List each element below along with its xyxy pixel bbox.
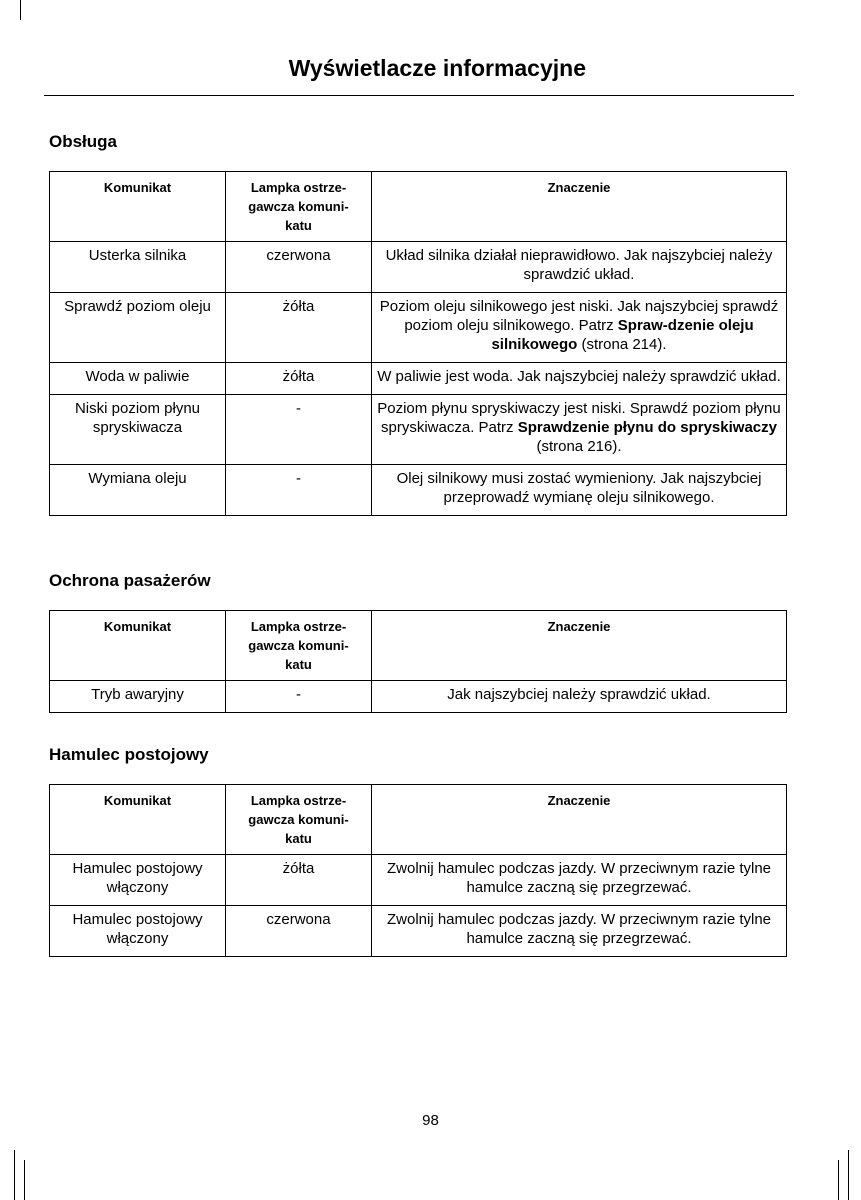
column-header-lampka: Lampka ostrze- gawcza komuni- katu xyxy=(226,785,372,855)
table-obsluga xyxy=(49,171,787,516)
column-header-komunikat: Komunikat xyxy=(50,172,226,242)
lamp-cell: żółta xyxy=(226,363,372,395)
lamp-cell: żółta xyxy=(226,293,372,363)
column-header-lampka: Lampka ostrze- gawcza komuni- katu xyxy=(226,611,372,681)
section-heading-hamulec-postojowy: Hamulec postojowy xyxy=(49,745,209,764)
table-row xyxy=(50,395,787,465)
table-header-row xyxy=(50,172,787,242)
table-row xyxy=(50,906,787,957)
meaning-cell: Poziom oleju silnikowego jest niski. Jak najszybciej sprawdź poziom oleju silnikowego. Patrz Spraw-dzenie oleju silnikowego (strona 214). xyxy=(372,293,787,363)
page-number: 98 xyxy=(422,1112,439,1129)
message-cell: Wymiana oleju xyxy=(50,465,226,516)
table-hamulec-postojowy xyxy=(49,784,787,957)
meaning-cell: W paliwie jest woda. Jak najszybciej należy sprawdzić układ. xyxy=(372,363,787,395)
message-cell: Niski poziom płynu spryskiwacza xyxy=(50,395,226,465)
table-row xyxy=(50,465,787,516)
table-row xyxy=(50,855,787,906)
column-header-komunikat: Komunikat xyxy=(50,611,226,681)
table-header-row xyxy=(50,611,787,681)
table-row xyxy=(50,293,787,363)
message-cell: Woda w paliwie xyxy=(50,363,226,395)
lamp-cell: żółta xyxy=(226,855,372,906)
crop-mark-bottom-right-2 xyxy=(848,1150,849,1200)
meaning-cell: Jak najszybciej należy sprawdzić układ. xyxy=(372,681,787,713)
column-header-znaczenie: Znaczenie xyxy=(372,785,787,855)
crop-mark-bottom-right xyxy=(838,1160,839,1200)
title-divider xyxy=(44,95,794,96)
crop-mark-bottom-left xyxy=(14,1150,15,1200)
table-row xyxy=(50,681,787,713)
crop-mark-bottom-left-2 xyxy=(24,1160,25,1200)
cross-reference: Spraw-dzenie oleju silnikowego xyxy=(491,317,754,353)
meaning-cell: Poziom płynu spryskiwaczy jest niski. Sprawdź poziom płynu spryskiwacza. Patrz Sprawdzenie płynu do spryskiwaczy (strona 216). xyxy=(372,395,787,465)
lamp-cell: - xyxy=(226,681,372,713)
column-header-znaczenie: Znaczenie xyxy=(372,611,787,681)
message-cell: Sprawdź poziom oleju xyxy=(50,293,226,363)
table-header-row xyxy=(50,785,787,855)
meaning-cell: Układ silnika działał nieprawidłowo. Jak najszybciej należy sprawdzić układ. xyxy=(372,242,787,293)
meaning-cell: Zwolnij hamulec podczas jazdy. W przeciwnym razie tylne hamulce zaczną się przegrzewać. xyxy=(372,855,787,906)
message-cell: Hamulec postojowy włączony xyxy=(50,906,226,957)
section-heading-ochrona-pasazerow: Ochrona pasażerów xyxy=(49,571,211,590)
page-title: Wyświetlacze informacyjne xyxy=(288,55,586,81)
lamp-cell: - xyxy=(226,465,372,516)
lamp-cell: czerwona xyxy=(226,242,372,293)
message-cell: Tryb awaryjny xyxy=(50,681,226,713)
lamp-cell: czerwona xyxy=(226,906,372,957)
meaning-cell: Zwolnij hamulec podczas jazdy. W przeciwnym razie tylne hamulce zaczną się przegrzewać. xyxy=(372,906,787,957)
crop-mark-top-left xyxy=(20,0,21,20)
message-cell: Usterka silnika xyxy=(50,242,226,293)
column-header-komunikat: Komunikat xyxy=(50,785,226,855)
message-cell: Hamulec postojowy włączony xyxy=(50,855,226,906)
lamp-cell: - xyxy=(226,395,372,465)
column-header-znaczenie: Znaczenie xyxy=(372,172,787,242)
table-ochrona-pasazerow xyxy=(49,610,787,713)
cross-reference: Sprawdzenie płynu do spryskiwaczy xyxy=(517,419,777,436)
table-row xyxy=(50,242,787,293)
table-row xyxy=(50,363,787,395)
column-header-lampka: Lampka ostrze- gawcza komuni- katu xyxy=(226,172,372,242)
section-heading-obsluga: Obsługa xyxy=(49,132,118,151)
meaning-cell: Olej silnikowy musi zostać wymieniony. Jak najszybciej przeprowadź wymianę oleju silnikowego. xyxy=(372,465,787,516)
